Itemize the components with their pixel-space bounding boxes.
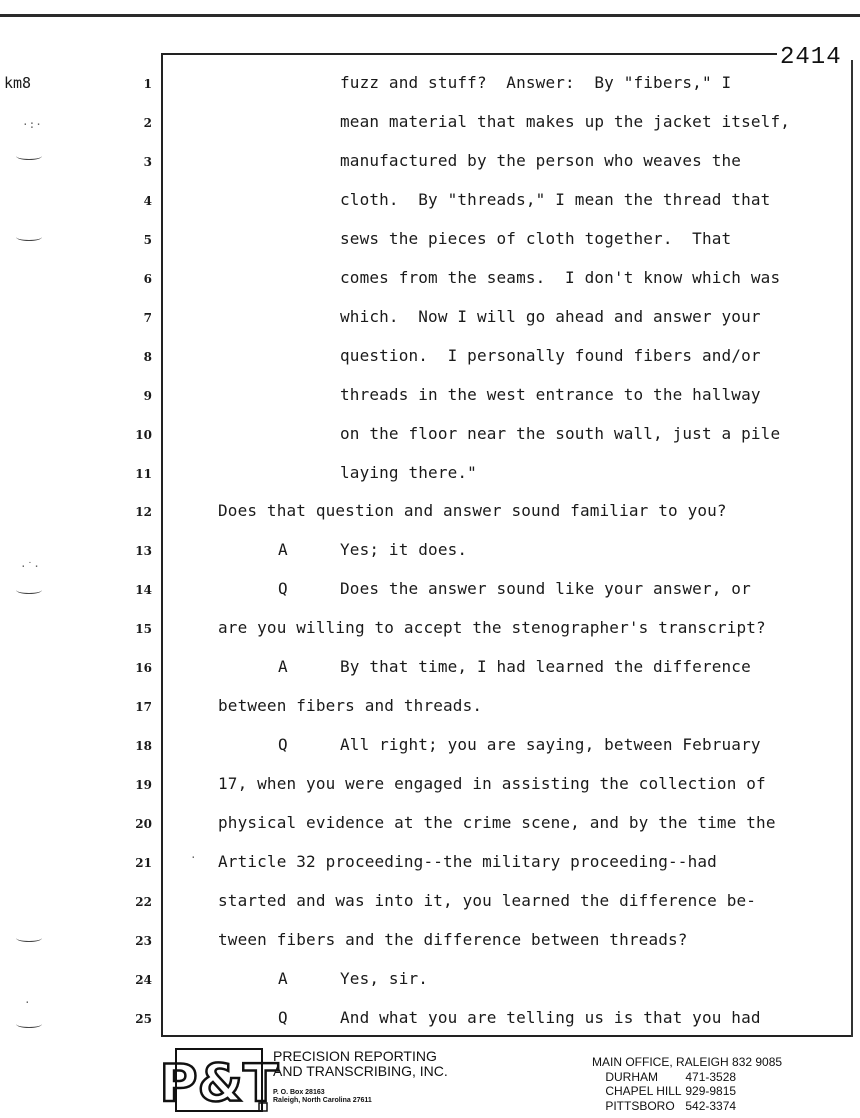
line-number: 16: [135, 661, 152, 675]
office-phone: 832 9085: [732, 1055, 783, 1069]
line-number: 6: [143, 272, 152, 286]
line-number: 5: [143, 233, 152, 247]
transcript-line: All right; you are saying, between February: [340, 735, 761, 754]
scan-mark: [16, 152, 42, 160]
line-number: 15: [135, 622, 152, 636]
logo-lettering: P&T: [159, 1054, 279, 1114]
transcript-line: on the floor near the south wall, just a pile: [340, 424, 781, 443]
line-number: 19: [135, 778, 152, 792]
line-number: 20: [135, 817, 152, 831]
line-number: 4: [143, 194, 152, 208]
transcript-line: threads in the west entrance to the hallway: [340, 385, 761, 404]
scan-mark: [16, 233, 42, 241]
office-city: DURHAM: [605, 1069, 659, 1084]
page-number: 2414: [780, 44, 842, 71]
transcript-line: fuzz and stuff? Answer: By "fibers," I: [340, 73, 732, 92]
line-number: 12: [135, 505, 152, 519]
office-phone: 929-9815: [685, 1084, 737, 1098]
transcript-line: And what you are telling us is that you had: [340, 1008, 761, 1027]
frame-top-border: [161, 53, 777, 55]
frame-left-border: [161, 53, 163, 1036]
office-phone: 542-3374: [685, 1098, 737, 1113]
scan-speck: ·: [24, 996, 31, 1009]
speaker-label: A: [278, 540, 288, 559]
transcript-line: Does that question and answer sound familiar to you?: [218, 501, 727, 520]
line-number: 21: [135, 856, 152, 870]
speaker-label: Q: [278, 579, 288, 598]
office-row: [592, 1055, 782, 1070]
transcript-line: comes from the seams. I don't know which was: [340, 268, 781, 287]
office-city: CHAPEL HILL: [605, 1084, 682, 1098]
firm-name-line-1: PRECISION REPORTING: [273, 1048, 437, 1064]
frame-right-border: [851, 60, 853, 1037]
line-number: 23: [135, 934, 152, 948]
transcript-line: manufactured by the person who weaves the: [340, 151, 742, 170]
scan-mark: [16, 934, 42, 942]
transcript-line: By that time, I had learned the difference: [340, 657, 751, 676]
transcript-line: are you willing to accept the stenographer's transcript?: [218, 618, 766, 637]
transcript-line: tween fibers and the difference between threads?: [218, 930, 688, 949]
transcript-line: physical evidence at the crime scene, and by the time the: [218, 813, 776, 832]
firm-name-line-2: AND TRANSCRIBING, INC.: [273, 1063, 448, 1079]
scan-mark: [16, 1020, 42, 1028]
office-row: [592, 1099, 782, 1114]
top-rule: [0, 14, 860, 17]
office-row: [592, 1070, 782, 1085]
firm-block: [273, 1049, 448, 1105]
line-number: 10: [135, 428, 152, 442]
transcript-line: Does the answer sound like your answer, or: [340, 579, 751, 598]
office-city: MAIN OFFICE, RALEIGH: [592, 1055, 729, 1069]
line-number: 17: [135, 700, 152, 714]
line-number: 1: [143, 77, 152, 91]
frame-bottom-border: [161, 1035, 851, 1037]
transcript-line: question. I personally found fibers and/or: [340, 346, 761, 365]
scan-speck: ·: [190, 851, 197, 864]
transcript-line: which. Now I will go ahead and answer your: [340, 307, 761, 326]
line-number: 18: [135, 739, 152, 753]
transcript-line: Yes, sir.: [340, 969, 429, 988]
line-number: 11: [135, 467, 152, 481]
scan-mark: [16, 586, 42, 594]
scan-speck: ·:·: [22, 118, 42, 131]
transcript-line: 17, when you were engaged in assisting the collection of: [218, 774, 766, 793]
transcript-line: Yes; it does.: [340, 540, 468, 559]
speaker-label: Q: [278, 735, 288, 754]
office-phone: 471-3528: [685, 1069, 737, 1084]
line-number: 22: [135, 895, 152, 909]
office-list: [592, 1055, 782, 1113]
transcript-line: started and was into it, you learned the difference be-: [218, 891, 757, 910]
line-number: 2: [143, 116, 152, 130]
margin-code: km8: [4, 74, 32, 92]
transcript-line: mean material that makes up the jacket itself,: [340, 112, 791, 131]
line-number: 13: [135, 544, 152, 558]
line-number: 3: [143, 155, 152, 169]
speaker-label: A: [278, 657, 288, 676]
line-number: 9: [143, 389, 152, 403]
transcript-line: Article 32 proceeding--the military proceeding--had: [218, 852, 717, 871]
line-number: 7: [143, 311, 152, 325]
transcript-line: sews the pieces of cloth together. That: [340, 229, 732, 248]
office-city: PITTSBORO: [605, 1098, 675, 1113]
line-number: 14: [135, 583, 152, 597]
transcript-line: laying there.": [340, 463, 477, 482]
transcript-line: cloth. By "threads," I mean the thread that: [340, 190, 771, 209]
scan-speck: ·˙·: [20, 560, 40, 573]
reporter-logo: [159, 1047, 279, 1115]
firm-address-2: Raleigh, North Carolina 27611: [273, 1097, 372, 1104]
firm-address-1: P. O. Box 28163: [273, 1089, 325, 1096]
line-number: 24: [135, 973, 152, 987]
office-row: [592, 1084, 782, 1099]
speaker-label: Q: [278, 1008, 288, 1027]
line-number: 8: [143, 350, 152, 364]
line-number: 25: [135, 1012, 152, 1026]
speaker-label: A: [278, 969, 288, 988]
transcript-line: between fibers and threads.: [218, 696, 483, 715]
